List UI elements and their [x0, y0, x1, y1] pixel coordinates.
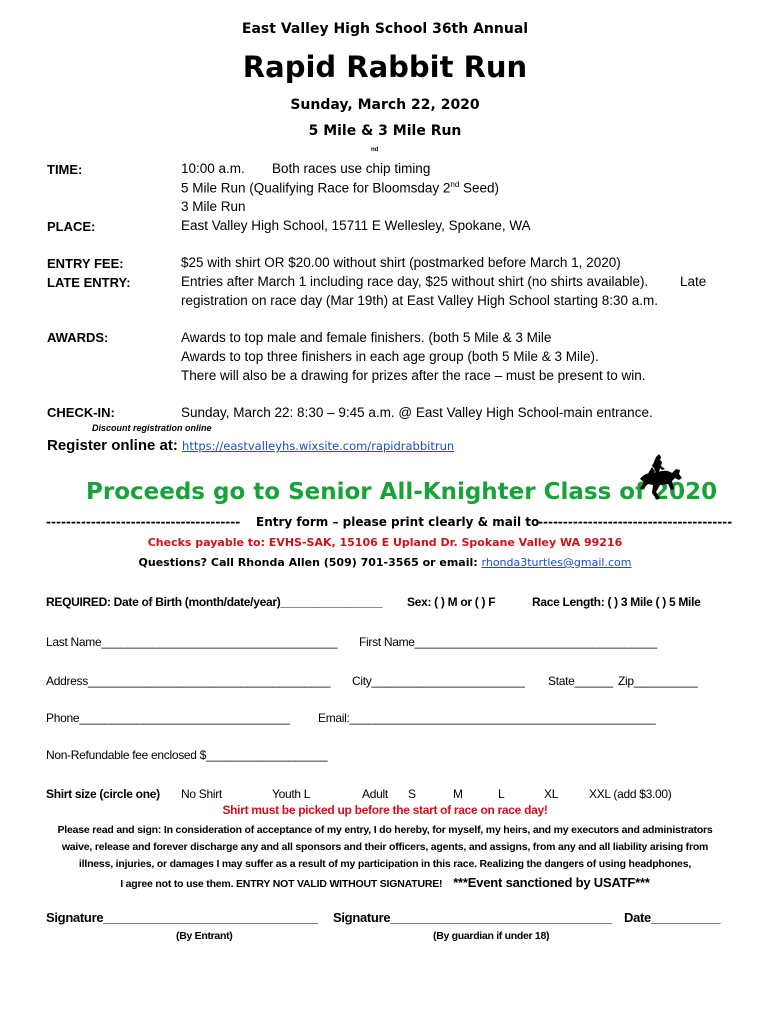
awards-line3: There will also be a drawing for prizes after the race – must be present to win. — [181, 368, 646, 383]
phone-field[interactable]: Phone_________________________________ — [46, 711, 290, 725]
event-title: Rapid Rabbit Run — [242, 50, 528, 84]
first-name-field[interactable]: First Name______________________________________ — [359, 635, 657, 649]
time-line1b: Both races use chip timing — [272, 161, 431, 176]
checkin-label: CHECK-IN: — [47, 405, 115, 420]
event-races: 5 Mile & 3 Mile Run — [308, 123, 462, 139]
waiver-line4 — [0, 875, 770, 890]
event-date: Sunday, March 22, 2020 — [290, 97, 480, 113]
dashes-right: --------------------------------------- — [538, 515, 733, 529]
contact-email-link[interactable]: rhonda3turtles@gmail.com — [481, 556, 632, 569]
entry-fee-label: ENTRY FEE: — [47, 256, 124, 271]
shirt-option-xl[interactable]: XL — [544, 787, 559, 801]
address-field[interactable]: Address______________________________________ — [46, 674, 331, 688]
late-entry-line1: Entries after March 1 including race day, $25 without shirt (no shirts available). — [181, 274, 649, 289]
questions-text: Questions? Call Rhonda Allen (509) 701-3565 or email: — [138, 556, 478, 569]
proceeds-banner: Proceeds go to Senior All-Knighter Class of 2020 — [86, 479, 718, 505]
awards-line1: Awards to top male and female finishers. (both 5 Mile & 3 Mile — [181, 330, 552, 345]
shirt-option-m[interactable]: M — [453, 787, 463, 801]
time-line1a: 10:00 a.m. — [181, 161, 245, 176]
questions-line — [0, 556, 770, 569]
sex-field[interactable]: Sex: ( ) M or ( ) F — [407, 595, 496, 609]
shirt-pickup-note: Shirt must be picked up before the start of race on race day! — [222, 803, 548, 817]
shirt-option-youth-l[interactable]: Youth L — [272, 787, 311, 801]
date-field[interactable]: Date__________ — [624, 910, 721, 925]
shirt-option-l[interactable]: L — [498, 787, 505, 801]
awards-label: AWARDS: — [47, 330, 109, 345]
email-field[interactable]: Email:________________________________________________ — [318, 711, 656, 725]
guardian-signature-field[interactable]: Signature________________________________ — [333, 910, 613, 925]
time-line3: 3 Mile Run — [181, 199, 246, 214]
shirt-option-adult: Adult — [362, 787, 388, 801]
discount-note: Discount registration online — [92, 423, 212, 433]
time-label: TIME: — [47, 162, 83, 177]
usatf-sanction: ***Event sanctioned by USATF*** — [453, 875, 650, 890]
shirt-option-no-shirt[interactable]: No Shirt — [181, 787, 222, 801]
last-name-field[interactable]: Last Name_____________________________________ — [46, 635, 338, 649]
checks-payable: Checks payable to: EVHS-SAK, 15106 E Upland Dr. Spokane Valley WA 99216 — [147, 536, 623, 549]
dob-field[interactable]: REQUIRED: Date of Birth (month/date/year)________________ — [46, 595, 383, 609]
shirt-option-s[interactable]: S — [408, 787, 416, 801]
awards-line2: Awards to top three finishers in each age group (both 5 Mile & 3 Mile). — [181, 349, 599, 364]
waiver-line2: waive, release and forever discharge any and all sponsors and their officers, agents, and assigns, from any and all liability arising from — [61, 841, 709, 853]
late-entry-label: LATE ENTRY: — [47, 275, 131, 290]
register-line — [47, 437, 454, 454]
shirt-option-xxl[interactable]: XXL (add $3.00) — [589, 787, 672, 801]
entry-fee-value: $25 with shirt OR $20.00 without shirt (postmarked before March 1, 2020) — [181, 255, 621, 270]
waiver-line1: Please read and sign: In consideration of acceptance of my entry, I do hereby, for myself, my heirs, and my executors and administrators — [57, 824, 713, 836]
shirt-size-label: Shirt size (circle one) — [46, 787, 160, 801]
entry-form-label: Entry form – please print clearly & mail to — [256, 515, 540, 529]
register-label: Register online at: — [47, 437, 178, 454]
register-link[interactable]: https://eastvalleyhs.wixsite.com/rapidrabbitrun — [182, 439, 455, 453]
entrant-signature-field[interactable]: Signature_______________________________ — [46, 910, 319, 925]
event-subtitle: East Valley High School 36th Annual — [241, 21, 529, 37]
by-entrant-caption: (By Entrant) — [176, 930, 233, 942]
late-entry-tail: Late — [680, 274, 707, 289]
place-value: East Valley High School, 15711 E Wellesley, Spokane, WA — [181, 218, 531, 233]
by-guardian-caption: (By guardian if under 18) — [433, 930, 550, 942]
late-entry-line2: registration on race day (Mar 19th) at East Valley High School starting 8:30 a.m. — [181, 293, 658, 308]
state-field[interactable]: State______ — [548, 674, 613, 688]
dashes-left: --------------------------------------- — [46, 515, 241, 529]
zip-field[interactable]: Zip__________ — [618, 674, 698, 688]
waiver-line3: illness, injuries, or damages I may suffer as a result of my participation in this race. Realizing the dangers of using headphones, — [78, 858, 692, 870]
place-label: PLACE: — [47, 219, 96, 234]
city-field[interactable]: City________________________ — [352, 674, 525, 688]
fee-field[interactable]: Non-Refundable fee enclosed $___________________ — [46, 748, 328, 762]
checkin-value: Sunday, March 22: 8:30 – 9:45 a.m. @ East Valley High School-main entrance. — [181, 405, 653, 420]
stray-superscript: nd — [371, 147, 379, 153]
knight-horse-icon — [634, 453, 686, 507]
time-line2: 5 Mile Run (Qualifying Race for Bloomsday 2nd Seed) — [181, 180, 500, 196]
waiver-line4-text: I agree not to use them. ENTRY NOT VALID WITHOUT SIGNATURE! — [120, 878, 443, 890]
race-length-field[interactable]: Race Length: ( ) 3 Mile ( ) 5 Mile — [532, 595, 701, 609]
